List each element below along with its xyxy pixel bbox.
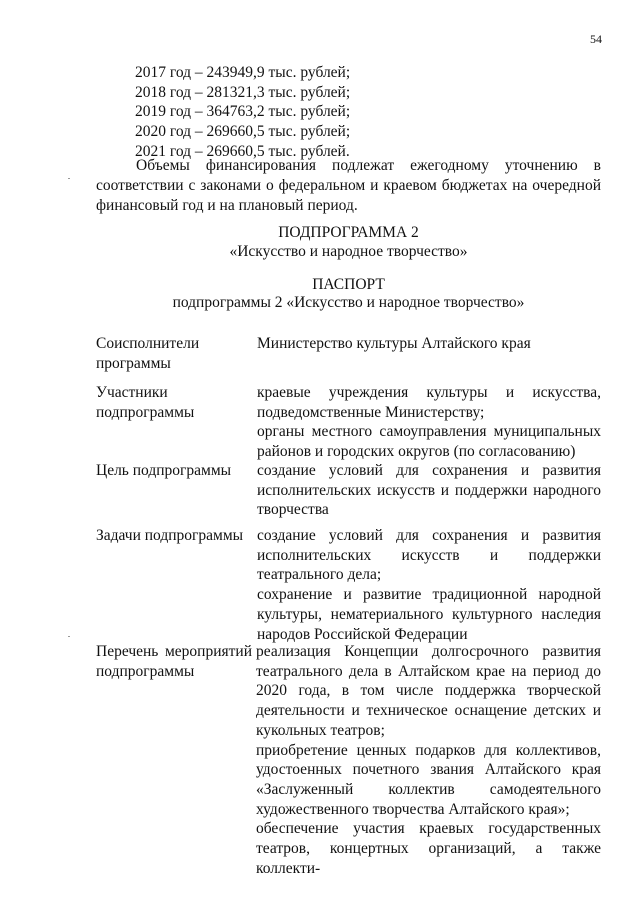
- row-label: Участники подпрограммы: [96, 384, 195, 421]
- row-value-paragraph: реализация Концепции долгосрочного развития театрального дела в Алтайском крае на период до 2020 года, в том числе поддержка творческой деятельности и техническое оснащение детских и кукольных театров;: [256, 643, 601, 739]
- funding-year-line: 2018 год – 281321,3 тыс. рублей;: [135, 83, 351, 101]
- funding-list: [135, 63, 350, 162]
- row-value: [257, 461, 601, 520]
- passport-subtitle: подпрограммы 2 «Искусство и народное творчество»: [172, 294, 525, 311]
- funding-year-line: 2020 год – 269660,5 тыс. рублей;: [135, 123, 351, 141]
- scan-artifact: [68, 636, 70, 637]
- row-value-paragraph: краевые учреждения культуры и искусства, подведомственные Министерству;: [257, 384, 601, 421]
- row-value-paragraph: создание условий для сохранения и развития исполнительских искусств и поддержки театрального дела;: [257, 527, 601, 584]
- subprogram-title: ПОДПРОГРАММА 2: [278, 224, 419, 241]
- row-label: Цель подпрограммы: [96, 462, 232, 479]
- funding-year-line: 2019 год – 364763,2 тыс. рублей;: [135, 103, 351, 121]
- row-value-paragraph: приобретение ценных подарков для коллективов, удостоенных почетного звания Алтайского края «Заслуженный коллектив самодеятельного художественного творчества Алтайского края»;: [256, 741, 601, 818]
- row-label: Задачи подпрограммы: [96, 527, 244, 544]
- row-value-paragraph: сохранение и развитие традиционной народной культуры, нематериального культурного наследия народов Российской Федерации: [257, 586, 601, 643]
- row-value-paragraph: органы местного самоуправления муниципальных районов и городских округов (по согласованию): [257, 423, 601, 461]
- funding-note: Объемы финансирования подлежат ежегодному уточнению в соответствии с законами о федеральном и краевом бюджетах на очередной финансовый год и на плановый период.: [96, 157, 601, 214]
- passport-title: ПАСПОРТ: [312, 276, 385, 293]
- row-value-paragraph: Министерство культуры Алтайского края: [257, 335, 531, 352]
- page-number: 54: [590, 32, 602, 46]
- funding-year-line: 2021 год – 269660,5 тыс. рублей.: [135, 142, 350, 160]
- row-value: [256, 642, 601, 878]
- row-value-paragraph: обеспечение участия краевых государственных театров, концертных организаций, а также коллекти-: [256, 820, 601, 877]
- funding-year-line: 2017 год – 243949,9 тыс. рублей;: [135, 64, 351, 81]
- subprogram-name: «Искусство и народное творчество»: [229, 243, 468, 260]
- row-label: Перечень мероприятий подпрограммы: [96, 643, 252, 680]
- row-value: [257, 383, 601, 462]
- row-value-paragraph: создание условий для сохранения и развития исполнительских искусств и поддержки народного творчества: [257, 462, 601, 519]
- row-value: [257, 334, 601, 354]
- row-value: [257, 526, 601, 644]
- row-label: Соисполнители программы: [96, 335, 200, 372]
- scan-artifact: [68, 178, 70, 179]
